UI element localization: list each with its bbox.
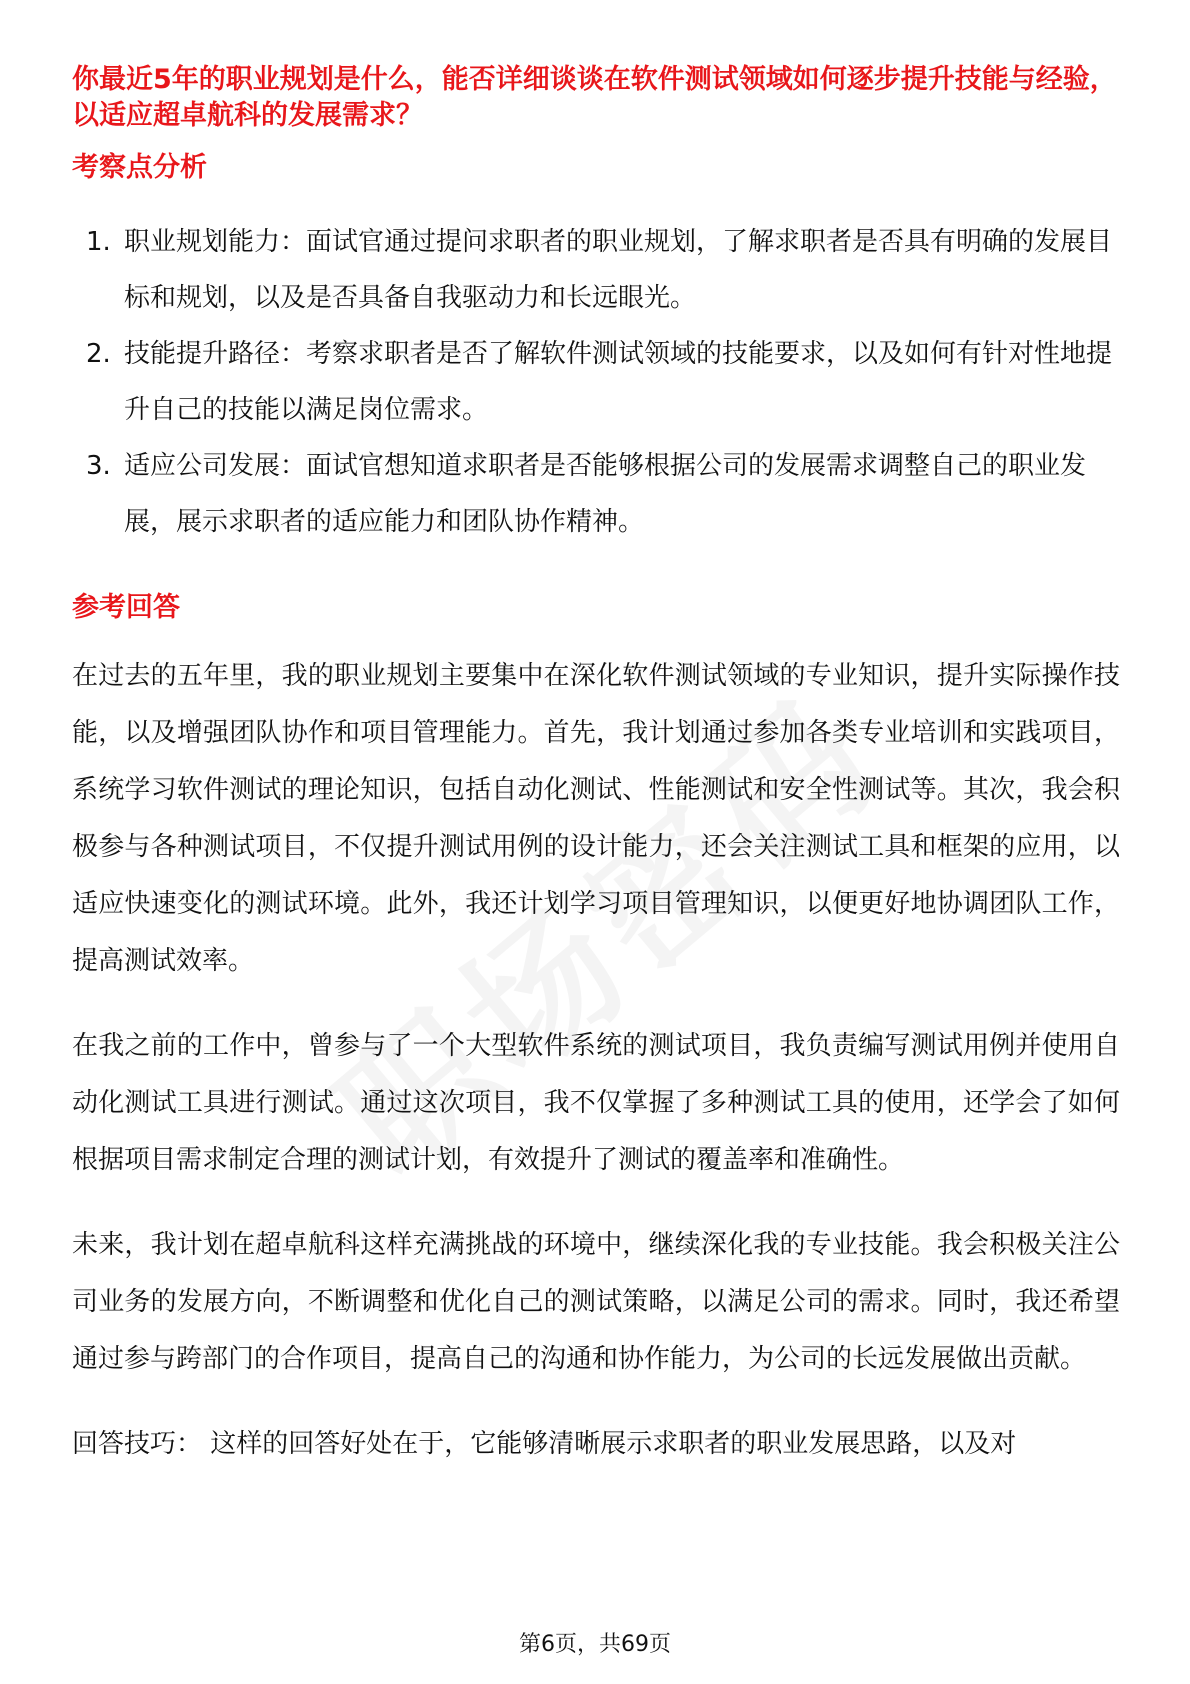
analysis-points-list: [72, 214, 1120, 550]
point-number: 2.: [86, 339, 111, 369]
point-text: 适应公司发展：面试官想知道求职者是否能够根据公司的发展需求调整自己的职业发展，展示求职者的适应能力和团队协作精神。: [124, 451, 1087, 537]
answer-title: 参考回答: [72, 592, 180, 623]
answer-tips-paragraph: 回答技巧： 这样的回答好处在于，它能够清晰展示求职者的职业发展思路，以及对: [72, 1429, 1017, 1459]
point-number: 3.: [86, 451, 111, 481]
analysis-point: [72, 438, 1120, 550]
analysis-title: 考察点分析: [72, 152, 207, 183]
point-text: 技能提升路径：考察求职者是否了解软件测试领域的技能要求，以及如何有针对性地提升自己的技能以满足岗位需求。: [124, 339, 1113, 425]
answer-paragraph: 在过去的五年里，我的职业规划主要集中在深化软件测试领域的专业知识，提升实际操作技能，以及增强团队协作和项目管理能力。首先，我计划通过参加各类专业培训和实践项目，系统学习软件测试的理论知识，包括自动化测试、性能测试和安全性测试等。其次，我会积极参与各种测试项目，不仅提升测试用例的设计能力，还会关注测试工具和框架的应用，以适应快速变化的测试环境。此外，我还计划学习项目管理知识，以便更好地协调团队工作，提高测试效率。: [72, 661, 1120, 976]
answer-paragraph: 未来，我计划在超卓航科这样充满挑战的环境中，继续深化我的专业技能。我会积极关注公司业务的发展方向，不断调整和优化自己的测试策略，以满足公司的需求。同时，我还希望通过参与跨部门的合作项目，提高自己的沟通和协作能力，为公司的长远发展做出贡献。: [72, 1230, 1120, 1374]
point-text: 职业规划能力：面试官通过提问求职者的职业规划，了解求职者是否具有明确的发展目标和规划，以及是否具备自我驱动力和长远眼光。: [124, 227, 1113, 313]
point-number: 1.: [86, 227, 111, 257]
question-heading: 你最近5年的职业规划是什么，能否详细谈谈在软件测试领域如何逐步提升技能与经验，以适应超卓航科的发展需求？: [72, 64, 1117, 131]
answer-paragraph: 在我之前的工作中，曾参与了一个大型软件系统的测试项目，我负责编写测试用例并使用自动化测试工具进行测试。通过这次项目，我不仅掌握了多种测试工具的使用，还学会了如何根据项目需求制定合理的测试计划，有效提升了测试的覆盖率和准确性。: [72, 1031, 1120, 1175]
analysis-point: [72, 214, 1120, 326]
page-content: [72, 62, 1120, 1473]
page-number-footer: 第6页，共69页: [519, 1632, 671, 1657]
analysis-point: [72, 326, 1120, 438]
